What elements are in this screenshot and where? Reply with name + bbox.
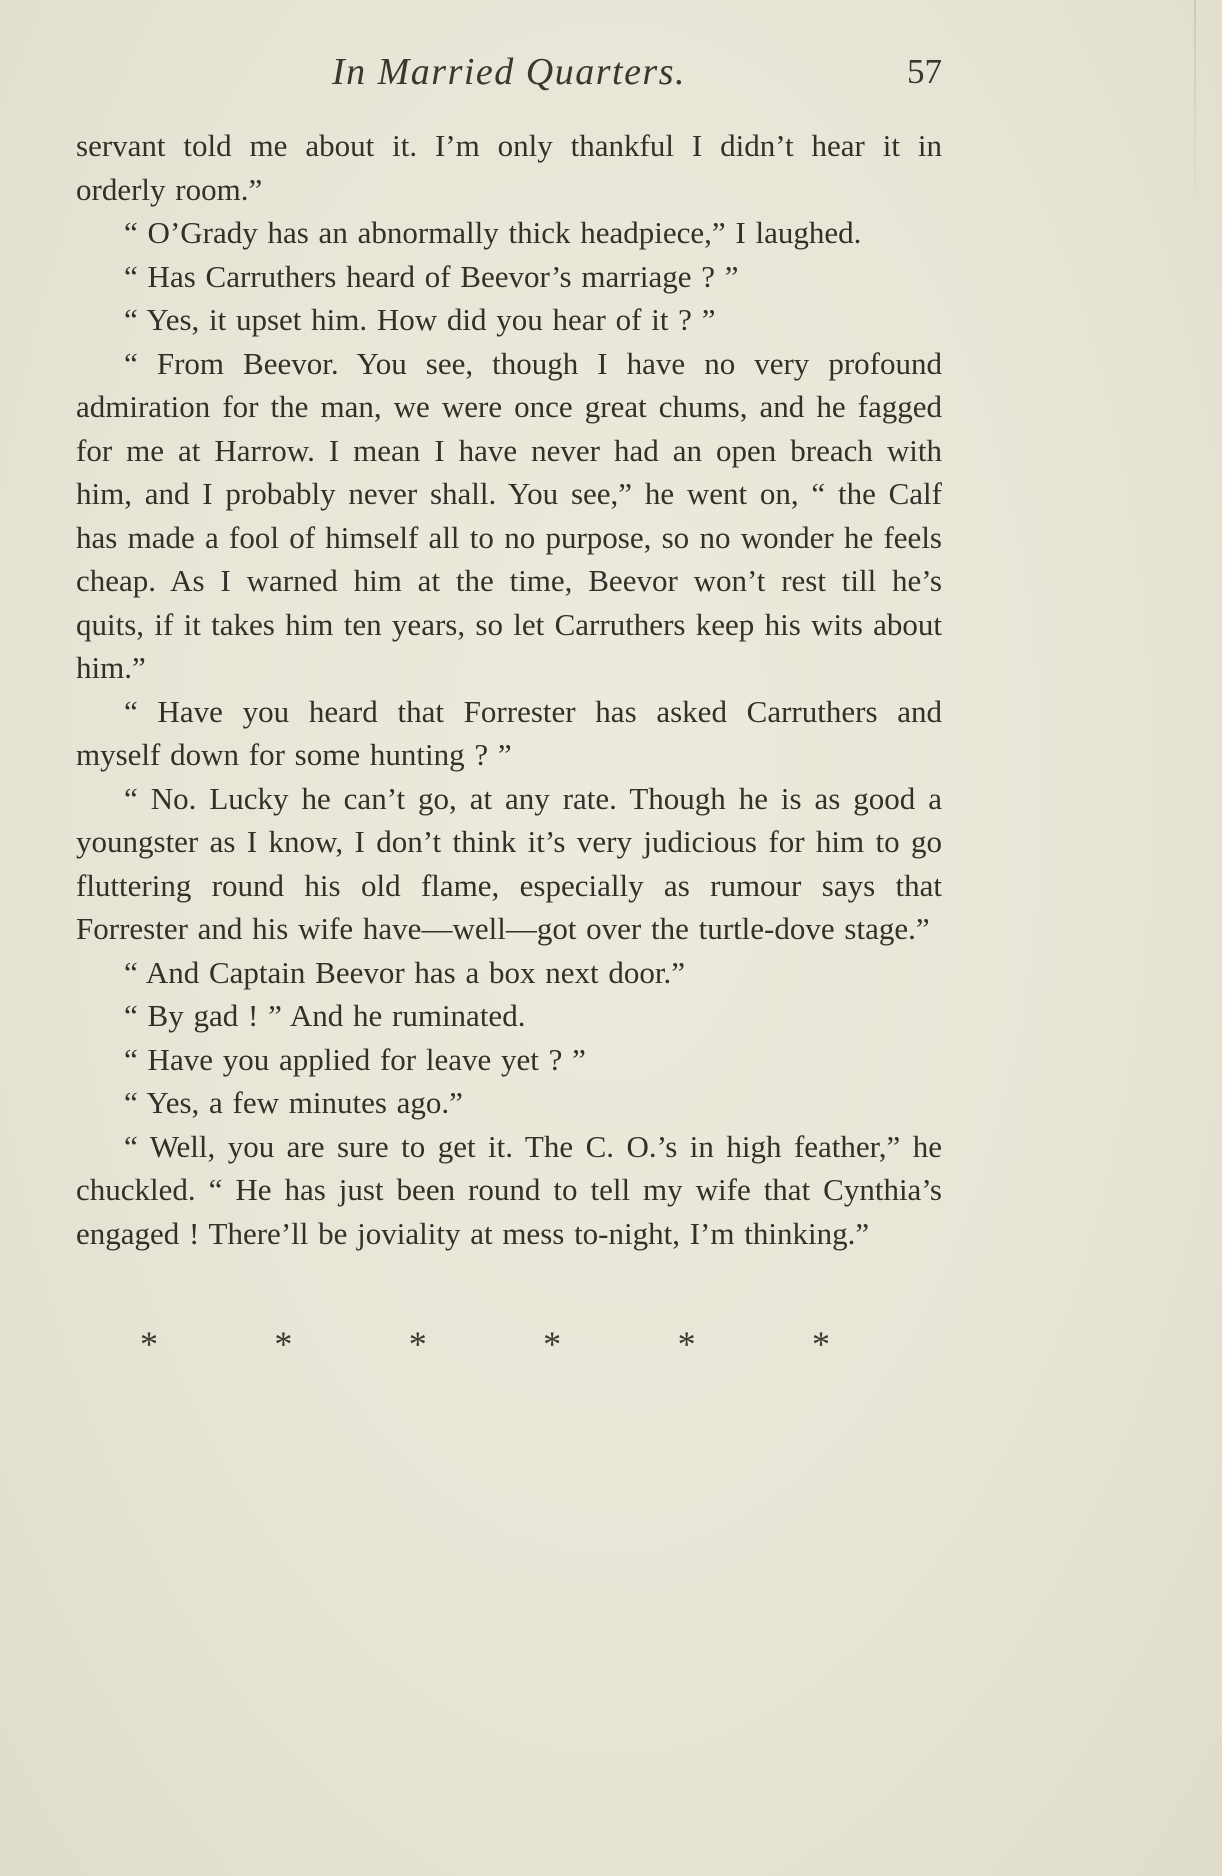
page-header: [76, 50, 942, 108]
paragraph: “ No. Lucky he can’t go, at any rate. Though he is as good a youngster as I know, I don’t think it’s very judicious for him to go fluttering round his old flame, especially as rumour says that Forrester and his wife have—well—got over the turtle-dove stage.”: [76, 780, 942, 946]
paragraph: “ Have you heard that Forrester has asked Carruthers and myself down for some hunting ? ”: [76, 693, 942, 772]
page-number: 57: [907, 52, 942, 91]
asterisk: *: [543, 1324, 562, 1364]
asterisk: *: [274, 1324, 293, 1364]
asterisk: *: [408, 1324, 427, 1364]
page-body: [76, 124, 942, 1255]
asterisk: *: [811, 1324, 830, 1364]
paragraph: “ From Beevor. You see, though I have no very profound admiration for the man, we were once great chums, and he fagged for me at Harrow. I mean I have never had an open breach with him, and I probably never shall. You see,” he went on, “ the Calf has made a fool of himself all to no purpose, so no wonder he feels cheap. As I warned him at the time, Beevor won’t rest till he’s quits, if it takes him ten years, so let Carruthers keep his wits about him.”: [76, 345, 942, 685]
paragraph: “ By gad ! ” And he ruminated.: [124, 998, 526, 1033]
paragraph: “ O’Grady has an abnormally thick headpiece,” I laughed.: [124, 215, 862, 250]
paragraph-continuation: servant told me about it. I’m only thankful I didn’t hear it in orderly room.”: [76, 128, 942, 207]
paragraph: “ Has Carruthers heard of Beevor’s marriage ? ”: [124, 258, 739, 294]
paragraph: “ Well, you are sure to get it. The C. O.’s in high feather,” he chuckled. “ He has just been round to tell my wife that Cynthia’s engaged ! There’ll be joviality at mess to-night, I’m thinking.”: [76, 1128, 942, 1251]
paragraph: “ Have you applied for leave yet ? ”: [124, 1041, 586, 1077]
asterisk: *: [677, 1324, 696, 1364]
paragraph: “ Yes, it upset him. How did you hear of it ? ”: [124, 302, 716, 337]
paragraph: “ Yes, a few minutes ago.”: [124, 1085, 463, 1120]
asterisk: *: [140, 1324, 158, 1364]
section-break-asterisks: [140, 1323, 830, 1365]
paragraph: “ And Captain Beevor has a box next door.”: [124, 954, 685, 990]
running-title: In Married Quarters.: [331, 51, 687, 93]
